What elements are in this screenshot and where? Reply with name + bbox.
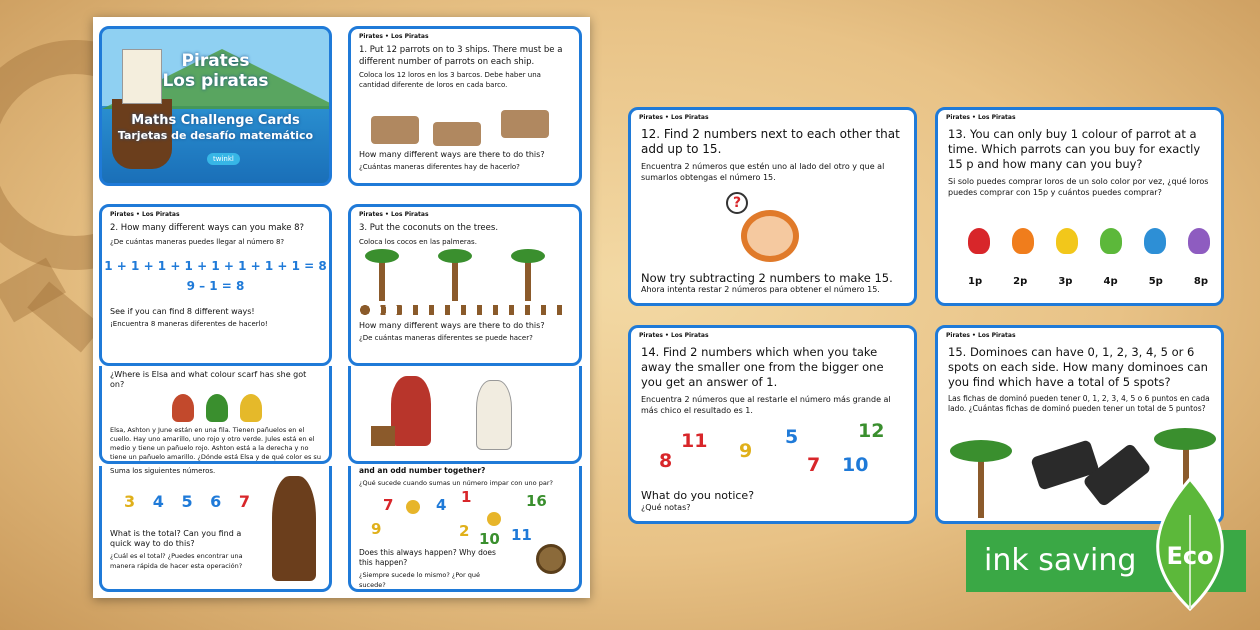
price-label: 1p: [968, 276, 983, 287]
cover-title-es: Los piratas: [162, 71, 269, 91]
number: 4: [152, 492, 164, 511]
price-label: 8p: [1193, 276, 1208, 287]
question2-en: How many different ways are there to do this?: [359, 321, 545, 330]
card-header: Pirates • Los Piratas: [110, 211, 180, 218]
number: 10: [842, 454, 869, 476]
ships-parrots-illustration: [371, 92, 559, 148]
prices-row: [968, 276, 1208, 287]
pirate-girl-face-icon: [741, 210, 799, 262]
card-top-text: and an odd number together?: [359, 466, 486, 475]
card-3: [348, 204, 582, 366]
ink-saving-banner: ink saving: [966, 530, 1246, 592]
number: 7: [807, 454, 821, 476]
number: 9: [739, 440, 753, 462]
pirates-illustration: [162, 392, 269, 424]
number: 16: [526, 492, 547, 510]
card-6: [99, 466, 332, 592]
number: 1: [461, 488, 472, 506]
question-en: 14. Find 2 numbers which when you take away the smaller one from the bigger one you get an answer of 1.: [641, 345, 884, 389]
ship-icon: [501, 110, 549, 138]
card-2: [99, 204, 332, 366]
question-es: Coloca los 12 loros en los 3 barcos. Debe haber una cantidad diferente de loros en cada barco.: [359, 71, 541, 89]
question2-es: ¡Encuentra 8 maneras diferentes de hacerlo!: [110, 320, 268, 328]
question-en: What is the total? Can you find a quick way to do this?: [110, 529, 242, 548]
question2-en: How many different ways are there to do this?: [359, 150, 545, 159]
pirate-with-parrot-icon: [272, 476, 316, 581]
number: 8: [659, 450, 673, 472]
pirate-icon: [476, 380, 512, 450]
question-es: Las fichas de dominó pueden tener 0, 1, 2, 3, 4, 5 o 6 puntos en cada lado. ¿Cuántas fichas de dominó pueden tener un total de 5 puntos?: [948, 394, 1210, 413]
palm-leaves: [1154, 428, 1216, 450]
palm-trees-illustration: [359, 249, 571, 319]
palm-leaves: [438, 249, 472, 263]
question-es: ¿Qué sucede cuando sumas un número impar con uno par?: [359, 479, 553, 487]
question-en: 1. Put 12 parrots on to 3 ships. There must be a different number of parrots on each ship.: [359, 45, 563, 67]
question-en: 15. Dominoes can have 0, 1, 2, 3, 4, 5 or 6 spots on each side. How many dominoes can you find which have a total of 5 spots?: [948, 345, 1208, 389]
ship-icon: [371, 116, 419, 144]
question-en: 13. You can only buy 1 colour of parrot at a time. Which parrots can you buy for exactly 15 p and how many can you buy?: [948, 127, 1201, 171]
parrot-icon: [1144, 228, 1166, 254]
cover-title-en: Pirates: [181, 51, 250, 71]
cover-subtitle-en: Maths Challenge Cards: [131, 113, 300, 128]
equation-1: 1 + 1 + 1 + 1 + 1 + 1 + 1 + 1 = 8: [104, 259, 327, 273]
pirate-captain-icon: [391, 376, 431, 446]
palm-leaves: [950, 440, 1012, 462]
question-es: Encuentra 2 números que al restarle el número más grande al más chico el resultado es 1.: [641, 395, 891, 415]
palm-leaves: [511, 249, 545, 263]
question2-es: ¿De cuántas maneras diferentes se puede hacer?: [359, 334, 533, 342]
pirate-icon: [206, 394, 228, 422]
coin-icon: [487, 512, 501, 526]
question2-es: Ahora intenta restar 2 números para obtener el número 15.: [641, 285, 880, 294]
question-es: Si solo puedes comprar loros de un solo color por vez, ¿qué loros puedes comprar con 15p y cuántos puedes comprar?: [948, 177, 1209, 197]
number: 4: [436, 496, 447, 514]
number: 5: [181, 492, 193, 511]
parrot-icon: [1188, 228, 1210, 254]
coin-icon: [406, 500, 420, 514]
number: 5: [785, 426, 799, 448]
card-7: [348, 466, 582, 592]
question2-es: ¿Cuántas maneras diferentes hay de hacerlo?: [359, 163, 520, 171]
parrot-icon: [968, 228, 990, 254]
question-en: ¿Where is Elsa and what colour scarf has she got on?: [110, 370, 307, 389]
cover-subtitle-es: Tarjetas de desafío matemático: [117, 129, 314, 142]
price-label: 5p: [1148, 276, 1163, 287]
number: 9: [371, 520, 382, 538]
card-14: [628, 325, 917, 524]
coconuts-row: [359, 305, 569, 315]
twinkl-badge: twinkl: [207, 153, 240, 165]
treasure-chest-icon: [371, 426, 395, 446]
eco-badge-label: Eco: [1166, 542, 1214, 570]
price-label: 3p: [1058, 276, 1073, 287]
card-header: Pirates • Los Piratas: [639, 114, 709, 121]
card-5: [348, 366, 582, 464]
question-mark-icon: ?: [726, 192, 748, 214]
number: 11: [511, 526, 532, 544]
question2-es: ¿Siempre sucede lo mismo? ¿Por qué sucede?: [359, 571, 480, 589]
question-es: Encuentra 2 números que estén uno al lado del otro y que al sumarlos obtengas el número 15.: [641, 162, 885, 182]
parrots-row: [964, 228, 1214, 254]
palm-leaves: [365, 249, 399, 263]
card-header: Pirates • Los Piratas: [359, 211, 429, 218]
question-en: Does this always happen? Why does this happen?: [359, 548, 496, 567]
question-en: 12. Find 2 numbers next to each other that add up to 15.: [641, 127, 900, 156]
number: 7: [383, 496, 394, 514]
pirate-icon: [240, 394, 262, 422]
card-top-text: Suma los siguientes números.: [110, 467, 216, 475]
card-header: Pirates • Los Piratas: [639, 332, 709, 339]
question2-en: What do you notice?: [641, 489, 755, 502]
number: 6: [210, 492, 222, 511]
card-header: Pirates • Los Piratas: [359, 33, 429, 40]
number: 10: [479, 530, 500, 548]
question-es: Elsa, Ashton y June están en una fila. Tienen pañuelos en el cuello. Hay uno amarillo, uno rojo y otro verde. Jules está en el medio y tiene un pañuelo rojo. Ashton está a la derecha y no tiene un pañuelo amarillo. ¿Dónde está Elsa y de qué color es su: [110, 426, 321, 461]
number: 11: [681, 430, 708, 452]
card-1: [348, 26, 582, 186]
price-label: 2p: [1013, 276, 1028, 287]
card-13: [935, 107, 1224, 306]
parrot-icon: [1012, 228, 1034, 254]
price-label: 4p: [1103, 276, 1118, 287]
card-4: [99, 366, 332, 464]
card-header: Pirates • Los Piratas: [946, 332, 1016, 339]
question-es: ¿Cuál es el total? ¿Puedes encontrar una manera rápida de hacer esta operación?: [110, 552, 243, 570]
card-12: [628, 107, 917, 306]
question-en: 2. How many different ways can you make 8?: [110, 223, 305, 233]
parrot-icon: [1100, 228, 1122, 254]
card-header: Pirates • Los Piratas: [946, 114, 1016, 121]
cover-card: [99, 26, 332, 186]
number: 3: [124, 492, 136, 511]
number: 12: [858, 420, 885, 442]
question-es: ¿De cuántas maneras puedes llegar al número 8?: [110, 238, 285, 246]
compass-icon: [536, 544, 566, 574]
pirate-icon: [172, 394, 194, 422]
ship-icon: [433, 122, 481, 146]
number: 2: [459, 522, 470, 540]
parrot-icon: [1056, 228, 1078, 254]
question-es: Coloca los cocos en las palmeras.: [359, 238, 477, 246]
number: 7: [238, 492, 251, 511]
equation-2: 9 – 1 = 8: [186, 279, 245, 293]
question2-en: See if you can find 8 different ways!: [110, 307, 255, 316]
question2-es: ¿Qué notas?: [641, 503, 691, 512]
question2-en: Now try subtracting 2 numbers to make 15.: [641, 271, 893, 285]
question-en: 3. Put the coconuts on the trees.: [359, 223, 499, 233]
